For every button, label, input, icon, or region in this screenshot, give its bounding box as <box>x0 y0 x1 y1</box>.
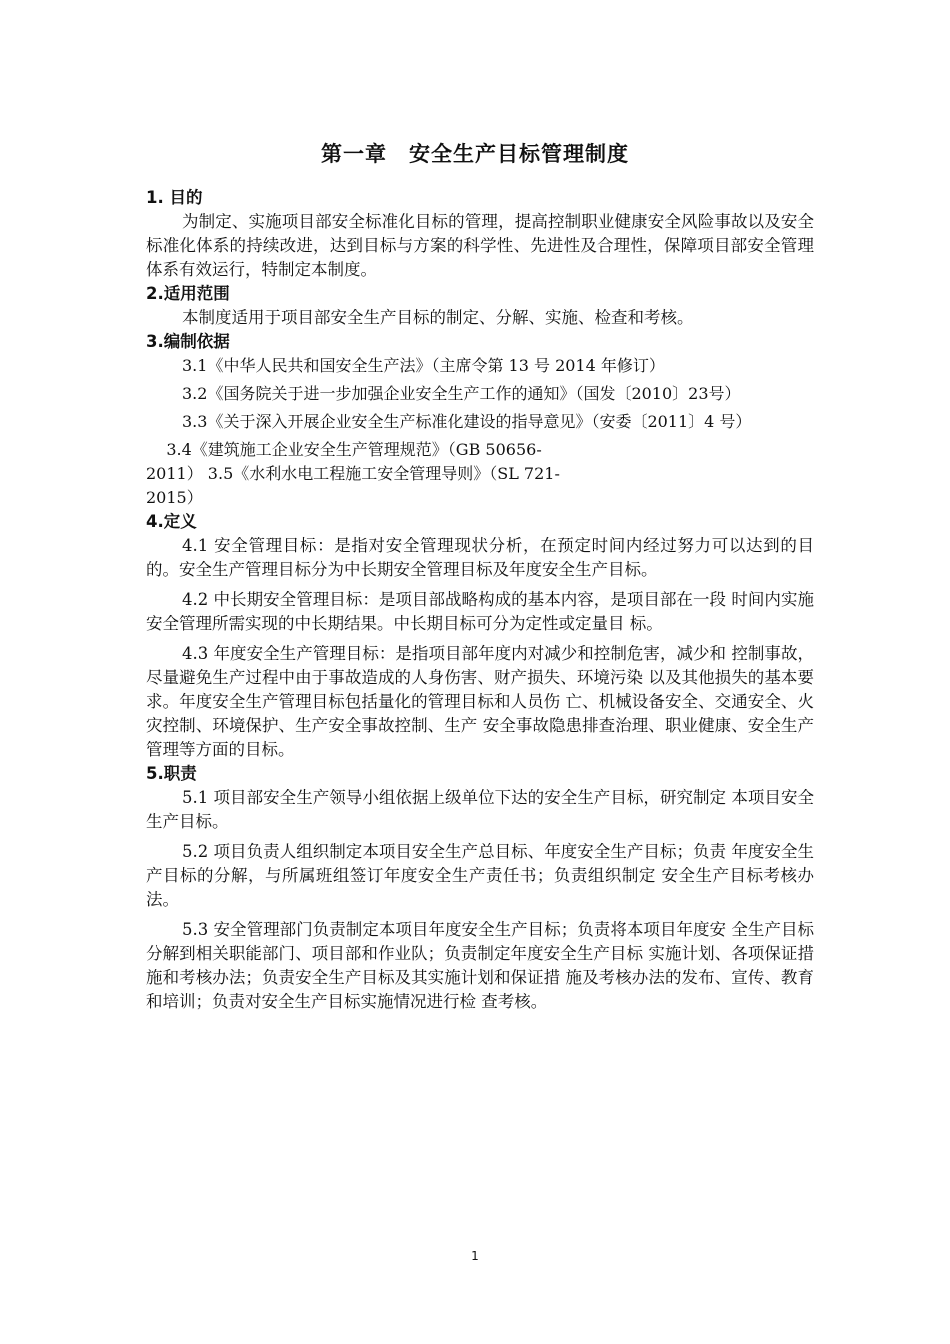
paragraph: 4.1 安全管理目标：是指对安全管理现状分析，在预定时间内经过努力可以达到的目的。安全生产管理目标分为中长期安全管理目标及年度安全生产目标。 <box>146 536 814 579</box>
paragraph: 4.3 年度安全生产管理目标：是指项目部年度内对减少和控制危害，减少和 控制事故，尽量避免生产过程中由于事故造成的人身伤害、财产损失、环境污染 以及其他损失的基本要求。年度安全生产管理目标包括量化的管理目标和人员伤 亡、机械设备安全、交通安全、火灾控制、环境保护、生产安全事故控制、生产 安全事故隐患排查治理、职业健康、安全生产管理等方面的目标。 <box>146 644 814 759</box>
section-basis <box>146 330 814 510</box>
reference-item: 3.1《中华人民共和国安全生产法》（主席令第 13 号 2014 年修订） <box>182 356 665 375</box>
section-heading: 5.职责 <box>146 764 197 783</box>
paragraph: 5.1 项目部安全生产领导小组依据上级单位下达的安全生产目标，研究制定 本项目安全生产目标。 <box>146 788 814 831</box>
reference-line: 2011） 3.5《水利水电工程施工安全管理导则》（SL 721- <box>146 464 560 483</box>
section-responsibilities <box>146 762 814 1014</box>
reference-item: 3.3《关于深入开展企业安全生产标准化建设的指导意见》（安委〔2011〕4 号） <box>182 412 752 431</box>
section-heading: 3.编制依据 <box>146 332 230 351</box>
paragraph: 5.2 项目负责人组织制定本项目安全生产总目标、年度安全生产目标；负责 年度安全生产目标的分解，与所属班组签订年度安全生产责任书；负责组织制定 安全生产目标考核办法。 <box>146 842 814 909</box>
section-scope <box>146 282 814 330</box>
paragraph: 为制定、实施项目部安全标准化目标的管理，提高控制职业健康安全风险事故以及安全标准化体系的持续改进，达到目标与方案的科学性、先进性及合理性，保障项目部安全管理体系有效运行，特制定本制度。 <box>146 212 814 279</box>
paragraph: 本制度适用于项目部安全生产目标的制定、分解、实施、检查和考核。 <box>182 308 694 327</box>
section-heading: 2.适用范围 <box>146 284 230 303</box>
paragraph: 5.3 安全管理部门负责制定本项目年度安全生产目标；负责将本项目年度安 全生产目标分解到相关职能部门、项目部和作业队；负责制定年度安全生产目标 实施计划、各项保证措施和考核办法；负责安全生产目标及其实施计划和保证措 施及考核办法的发布、宣传、教育和培训；负责对安全生产目标实施情况进行检 查考核。 <box>146 920 814 1011</box>
reference-line: 3.4《建筑施工企业安全生产管理规范》（GB 50656- <box>146 440 542 459</box>
section-heading: 1. 目的 <box>146 188 203 207</box>
page-number: 1 <box>471 1249 479 1263</box>
paragraph: 4.2 中长期安全管理目标：是项目部战略构成的基本内容，是项目部在一段 时间内实施安全管理所需实现的中长期结果。中长期目标可分为定性或定量目 标。 <box>146 590 814 633</box>
document-body <box>146 186 814 1014</box>
document-title: 第一章 安全生产目标管理制度 <box>321 142 629 166</box>
section-purpose <box>146 186 814 282</box>
section-definitions <box>146 510 814 762</box>
reference-item: 3.2《国务院关于进一步加强企业安全生产工作的通知》（国发〔2010〕23号） <box>182 384 741 403</box>
section-heading: 4.定义 <box>146 512 197 531</box>
reference-line: 2015） <box>146 488 203 507</box>
